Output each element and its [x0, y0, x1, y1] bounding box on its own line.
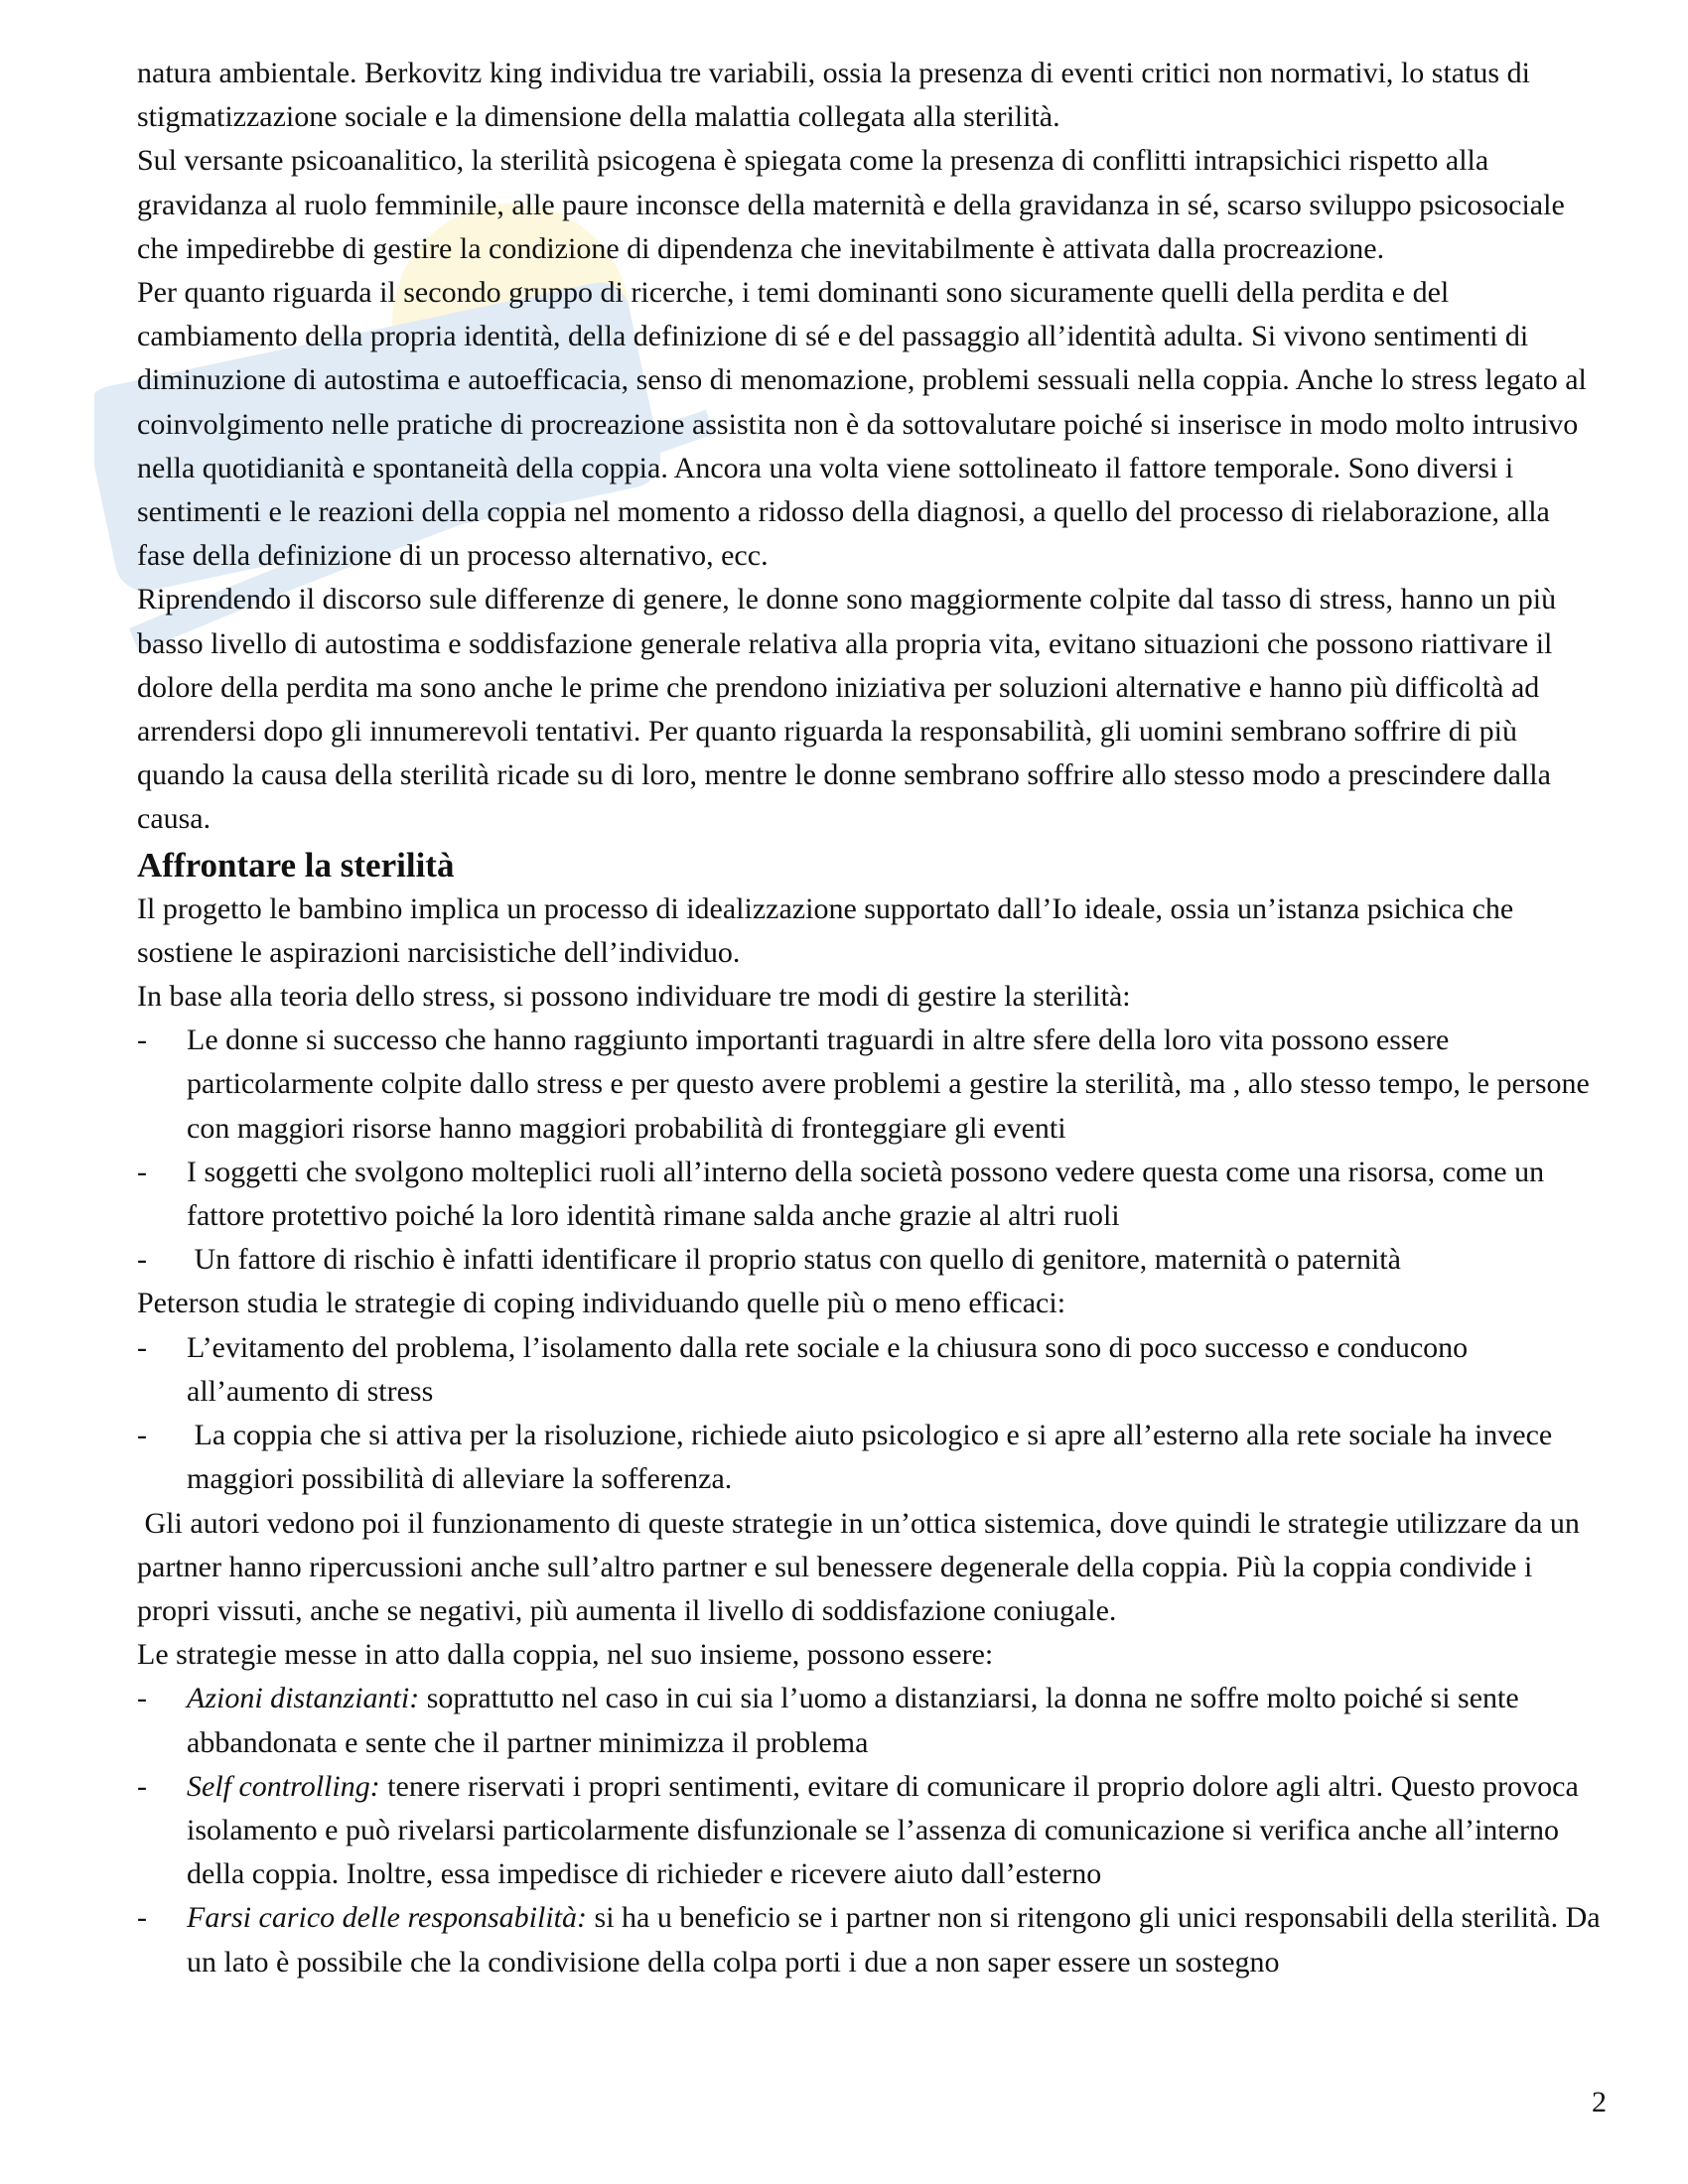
- list-item: [137, 1151, 1602, 1238]
- strategy-term: Farsi carico delle responsabilità:: [187, 1901, 588, 1935]
- page-number: 2: [1592, 2086, 1607, 2118]
- strategy-term: Azioni distanzianti:: [187, 1682, 420, 1715]
- paragraph: In base alla teoria dello stress, si possono individuare tre modi di gestire la sterilità:: [137, 980, 1131, 1014]
- paragraph: Peterson studia le strategie di coping individuando quelle più o meno efficaci:: [137, 1287, 1066, 1320]
- list-item: [137, 1765, 1602, 1897]
- list-dash: -: [137, 1682, 147, 1715]
- paragraph: Il progetto le bambino implica un processo di idealizzazione supportato dall’Io ideale, ossia un’istanza psichica che sostiene le aspirazioni narcisistiche dell’individuo.: [137, 891, 1514, 969]
- list-item-text: L’evitamento del problema, l’isolamento dalla rete sociale e la chiusura sono di poco successo e conducono all’aumento di stress: [187, 1330, 1469, 1408]
- list-dash: -: [137, 1243, 147, 1277]
- list-dash: -: [137, 1901, 147, 1935]
- list-item-text: La coppia che si attiva per la risoluzione, richiede aiuto psicologico e si apre all’esterno alla rete sociale ha invece maggiori possibilità di alleviare la sofferenza.: [187, 1419, 1560, 1496]
- list-item: [137, 1019, 1602, 1151]
- paragraph: Sul versante psicoanalitico, la sterilità psicogena è spiegata come la presenza di conflitti intrapsichici rispetto alla gravidanza al ruolo femminile, alle paure inconsce della maternità e della gravidanza in sé, scarso sviluppo psicosociale che impedirebbe di gestire la condizione di dipendenza che inevitabilmente è attivata dalla procreazione.: [137, 144, 1565, 265]
- list-item: [137, 1326, 1602, 1414]
- list-item-text: soprattutto nel caso in cui sia l’uomo a distanziarsi, la donna ne soffre molto poiché si sente abbandonata e sente che il partner minimizza il problema: [187, 1682, 1519, 1759]
- paragraph: Gli autori vedono poi il funzionamento di queste strategie in un’ottica sistemica, dove quindi le strategie utilizzare da un partner hanno ripercussioni anche sull’altro partner e sul benessere degenerale della coppia. Più la coppia condivide i propri vissuti, anche se negativi, più aumenta il livello di soddisfazione coniugale.: [137, 1506, 1588, 1627]
- list-dash: -: [137, 1419, 147, 1452]
- list-dash: -: [137, 1024, 147, 1057]
- list-item: [137, 1414, 1602, 1501]
- paragraph: Le strategie messe in atto dalla coppia, nel suo insieme, possono essere:: [137, 1638, 994, 1672]
- strategies-list: [137, 1677, 1602, 1983]
- strategy-term: Self controlling:: [187, 1769, 380, 1803]
- list-dash: -: [137, 1155, 147, 1188]
- coping-list: [137, 1326, 1602, 1502]
- list-dash: -: [137, 1330, 147, 1364]
- stress-list: [137, 1019, 1602, 1282]
- section-heading: Affrontare la sterilità: [137, 845, 455, 885]
- paragraph: Per quanto riguarda il secondo gruppo di ricerche, i temi dominanti sono sicuramente quelli della perdita e del cambiamento della propria identità, della definizione di sé e del passaggio all’identità adulta. Si vivono sentimenti di diminuzione di autostima e autoefficacia, senso di menomazione, problemi sessuali nella coppia. Anche lo stress legato al coinvolgimento nelle pratiche di procreazione assistita non è da sottovalutare poiché si inserisce in modo molto intrusivo nella quotidianità e spontaneità della coppia. Ancora una volta viene sottolineato il fattore temporale. Sono diversi i sentimenti e le reazioni della coppia nel momento a ridosso della diagnosi, a quello del processo di rielaborazione, alla fase della definizione di un processo alternativo, ecc.: [137, 276, 1587, 573]
- list-item: [137, 1238, 1602, 1282]
- document-page: [137, 52, 1602, 1984]
- paragraph: Riprendendo il discorso sule differenze di genere, le donne sono maggiormente colpite dal tasso di stress, hanno un più basso livello di autostima e soddisfazione generale relativa alla propria vita, evitano situazioni che possono riattivare il dolore della perdita ma sono anche le prime che prendono iniziativa per soluzioni alternative e hanno più difficoltà ad arrendersi dopo gli innumerevoli tentativi. Per quanto riguarda la responsabilità, gli uomini sembrano soffrire di più quando la causa della sterilità ricade su di loro, mentre le donne sembrano soffrire allo stesso modo a prescindere dalla causa.: [137, 583, 1557, 836]
- list-dash: -: [137, 1769, 147, 1803]
- list-item-text: Un fattore di rischio è infatti identificare il proprio status con quello di genitore, maternità o paternità: [187, 1243, 1401, 1277]
- list-item-text: si ha u beneficio se i partner non si ritengono gli unici responsabili della sterilità. Da un lato è possibile che la condivisione della colpa porti i due a non saper essere un sostegno: [187, 1901, 1601, 1979]
- list-item-text: I soggetti che svolgono molteplici ruoli all’interno della società possono vedere questa come una risorsa, come un fattore protettivo poiché la loro identità rimane salda anche grazie al altri ruoli: [187, 1155, 1545, 1233]
- paragraph: natura ambientale. Berkovitz king individua tre variabili, ossia la presenza di eventi critici non normativi, lo status di stigmatizzazione sociale e la dimensione della malattia collegata alla sterilità.: [137, 57, 1530, 134]
- list-item-text: tenere riservati i propri sentimenti, evitare di comunicare il proprio dolore agli altri. Questo provoca isolamento e può rivelarsi particolarmente disfunzionale se l’assenza di comunicazione si verifica anche all’interno della coppia. Inoltre, essa impedisce di richieder e ricevere aiuto dall’esterno: [187, 1769, 1579, 1891]
- list-item: [137, 1677, 1602, 1764]
- list-item: [137, 1896, 1602, 1983]
- list-item-text: Le donne si successo che hanno raggiunto importanti traguardi in altre sfere della loro vita possono essere particolarmente colpite dallo stress e per questo avere problemi a gestire la sterilità, ma , allo stesso tempo, le persone con maggiori risorse hanno maggiori probabilità di fronteggiare gli eventi: [187, 1024, 1590, 1145]
